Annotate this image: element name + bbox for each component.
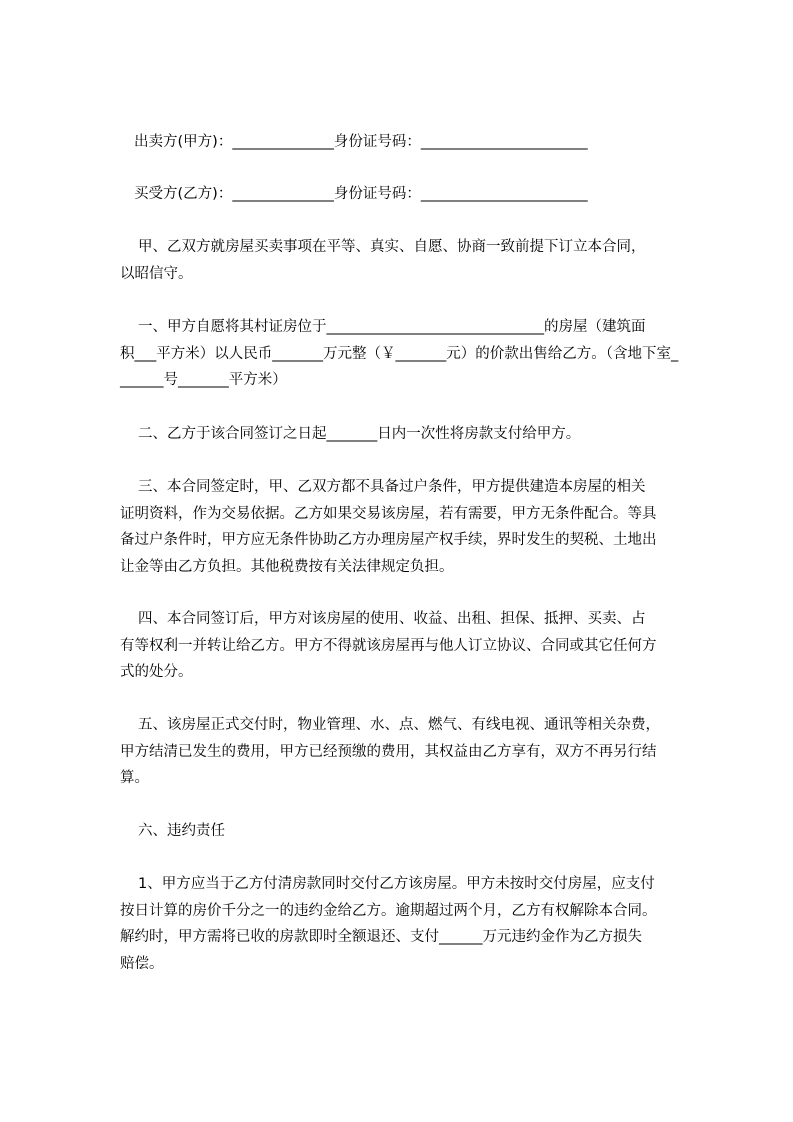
clause-4-row-1: 四、本合同签订后，甲方对该房屋的使用、收益、出租、担保、抵押、买卖、占 [138,611,646,627]
clause-2-paragraph [120,421,700,448]
clause-6-1-row-2: 按日计算的房价千分之一的违约金给乙方。逾期超过两个月，乙方有权解除本合同。 [120,902,657,919]
clause-3-row-4: 让金等由乙方负担。其他税费按有关法律规定负担。 [120,558,454,575]
clause-2-row-1: 二、乙方于该合同签订之日起_______日内一次性将房款支付给甲方。 [138,426,581,442]
seller-line [134,133,588,151]
clause-4-paragraph [120,606,700,686]
clause-1-row-1: 一、甲方自愿将其村证房位于______________________________的房屋（建筑面 [138,319,646,335]
clause-6-1-row-3: 解约时，甲方需将已收的房款即时全额退还、支付______万元违约金作为乙方损失 [120,929,642,945]
clause-3-row-2: 证明资料，作为交易依据。乙方如果交易该房屋，若有需要，甲方无条件配合。等具 [120,505,657,522]
seller-line-text: 出卖方(甲方)：______________身份证号码：_______________________ [134,134,588,150]
clause-6-1-paragraph [120,871,700,977]
clause-1-row-3: ______号_______平方米） [120,372,287,388]
clause-3-row-3: 备过户条件时，甲方应无条件协助乙方办理房屋产权手续，界时发生的契税、土地出 [120,532,657,548]
preamble-row-2: 以昭信守。 [120,265,193,282]
buyer-line-text: 买受方(乙方)：______________身份证号码：_______________________ [134,186,588,202]
preamble-row-1: 甲、乙双方就房屋买卖事项在平等、真实、自愿、协商一致前提下订立本合同， [138,239,646,255]
clause-5-row-2: 甲方结清已发生的费用，甲方已经预缴的费用，其权益由乙方享有，双方不再另行结 [120,743,657,760]
buyer-line [134,185,588,203]
clause-4-row-2: 有等权利一并转让给乙方。甲方不得就该房屋再与他人订立协议、合同或其它任何方 [120,637,657,654]
preamble-paragraph [120,234,700,287]
clause-4-row-3: 式的处分。 [120,664,193,680]
clause-6-heading-text: 六、违约责任 [138,823,225,839]
clause-3-row-1: 三、本合同签定时，甲、乙双方都不具备过户条件，甲方提供建造本房屋的相关 [138,479,646,495]
clause-5-paragraph [120,712,700,792]
clause-1-row-2: 积___平方米）以人民币_______万元整（￥_______元）的价款出售给乙方。（含地下室_ [120,345,679,362]
clause-6-heading [138,822,225,840]
clause-6-1-row-1: 1、甲方应当于乙方付清房款同时交付乙方该房屋。甲方未按时交付房屋，应支付 [138,876,655,892]
clause-5-row-1: 五、该房屋正式交付时，物业管理、水、点、燃气、有线电视、通讯等相关杂费， [138,717,660,733]
clause-3-paragraph [120,474,700,580]
clause-5-row-3: 算。 [120,770,149,786]
clause-6-1-row-4: 赔偿。 [120,955,164,972]
clause-1-paragraph [120,314,700,394]
